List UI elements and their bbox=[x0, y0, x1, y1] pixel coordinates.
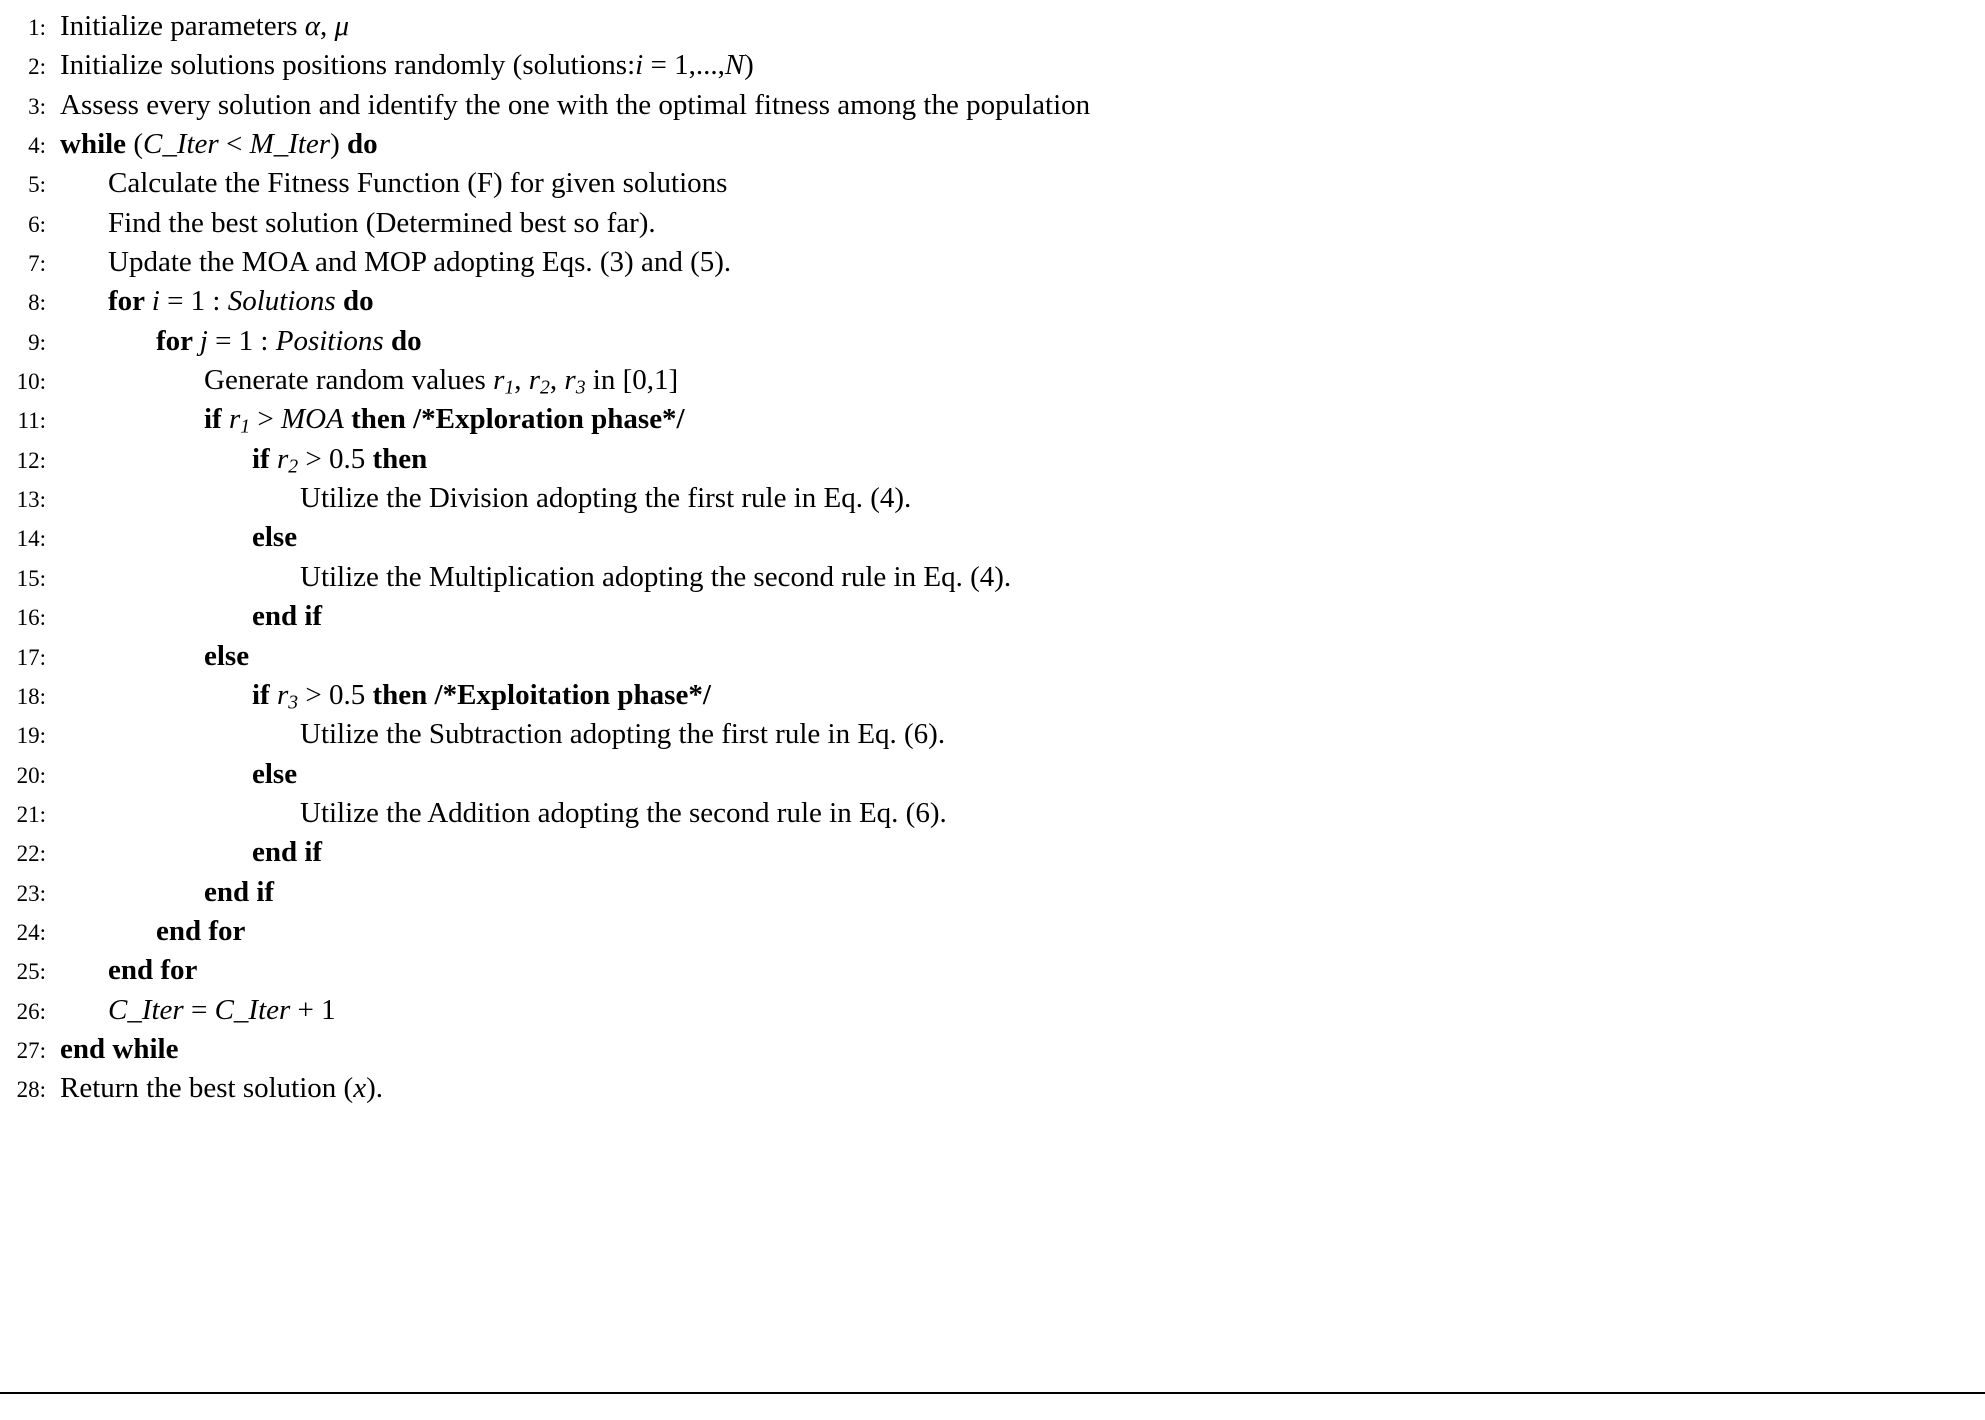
line-number: 4: bbox=[28, 133, 46, 159]
line-segment: r bbox=[564, 364, 576, 397]
line-segment: end if bbox=[252, 836, 323, 869]
line-segment: C_Iter bbox=[214, 993, 291, 1026]
algorithm-line bbox=[0, 400, 1985, 439]
line-number: 13: bbox=[16, 487, 46, 513]
line-segment: Initialize parameters bbox=[60, 10, 305, 42]
line-segment: = 1,..., bbox=[643, 49, 725, 82]
line-number: 11: bbox=[17, 408, 46, 434]
line-content bbox=[46, 518, 297, 557]
algorithm-line bbox=[0, 204, 1985, 243]
line-segment: > 0.5 bbox=[298, 678, 373, 711]
algorithm-line bbox=[0, 1069, 1985, 1108]
line-segment: x bbox=[353, 1072, 367, 1105]
line-segment: while bbox=[60, 128, 127, 161]
line-content bbox=[46, 873, 274, 912]
line-segment: r bbox=[276, 678, 289, 711]
line-number: 2: bbox=[28, 54, 46, 80]
algorithm-line bbox=[0, 597, 1985, 636]
line-content bbox=[46, 1030, 178, 1069]
line-segment: do bbox=[347, 128, 378, 161]
line-number: 19: bbox=[16, 723, 46, 749]
line-number: 27: bbox=[16, 1037, 46, 1063]
line-number: 18: bbox=[16, 683, 46, 709]
line-segment: end for bbox=[156, 914, 246, 947]
line-content bbox=[46, 204, 656, 243]
line-segment bbox=[384, 325, 391, 357]
line-number: 25: bbox=[16, 959, 46, 985]
line-number: 9: bbox=[28, 329, 46, 355]
line-segment: do bbox=[342, 285, 374, 318]
line-content bbox=[46, 637, 249, 676]
line-number: 12: bbox=[16, 447, 46, 473]
line-segment bbox=[336, 285, 343, 317]
line-segment: > bbox=[250, 403, 281, 436]
line-segment: ). bbox=[366, 1072, 383, 1105]
line-number: 16: bbox=[16, 605, 46, 631]
algorithm-line bbox=[0, 7, 1985, 46]
line-segment: for bbox=[108, 285, 152, 318]
line-number: 20: bbox=[16, 762, 46, 788]
line-segment: Utilize the Subtraction adopting the first rule in Eq. (6). bbox=[300, 718, 946, 751]
algorithm-line bbox=[0, 243, 1985, 282]
line-content bbox=[46, 597, 322, 636]
line-segment: if bbox=[252, 678, 277, 711]
line-segment: else bbox=[204, 639, 250, 672]
line-segment: MOA bbox=[280, 403, 344, 436]
line-number: 17: bbox=[16, 644, 46, 670]
line-segment: Utilize the Division adopting the first rule in Eq. (4). bbox=[300, 482, 912, 515]
line-content bbox=[46, 833, 322, 872]
line-number: 8: bbox=[28, 290, 46, 316]
algorithm-line bbox=[0, 833, 1985, 872]
line-number: 5: bbox=[28, 172, 46, 198]
line-number: 28: bbox=[16, 1077, 46, 1103]
line-segment: 1 bbox=[504, 376, 515, 399]
line-content bbox=[46, 1069, 383, 1108]
line-segment: j bbox=[199, 324, 208, 357]
line-segment: α bbox=[304, 10, 320, 42]
algorithm-line bbox=[0, 912, 1985, 951]
line-segment: , bbox=[549, 364, 565, 397]
line-content bbox=[46, 125, 378, 164]
line-segment: = 1 : bbox=[159, 285, 228, 318]
line-segment: i bbox=[151, 285, 160, 318]
line-content bbox=[46, 755, 297, 794]
line-content bbox=[46, 479, 911, 518]
line-content bbox=[46, 164, 727, 203]
line-segment: r bbox=[228, 403, 241, 436]
line-segment bbox=[344, 403, 351, 435]
line-segment: , bbox=[514, 364, 529, 397]
line-content bbox=[46, 912, 245, 951]
line-segment: end if bbox=[252, 600, 323, 633]
line-content bbox=[46, 794, 947, 833]
line-number: 6: bbox=[28, 211, 46, 237]
line-segment: < bbox=[218, 128, 250, 161]
line-content bbox=[46, 951, 197, 990]
line-segment: end while bbox=[60, 1032, 179, 1065]
algorithm-line bbox=[0, 873, 1985, 912]
algorithm-line bbox=[0, 637, 1985, 676]
line-number: 10: bbox=[16, 369, 46, 395]
algorithm-line bbox=[0, 282, 1985, 321]
line-number: 14: bbox=[16, 526, 46, 552]
line-number: 15: bbox=[16, 565, 46, 591]
line-segment: do bbox=[390, 324, 422, 357]
line-segment: C_Iter bbox=[142, 128, 219, 161]
line-segment: end if bbox=[204, 875, 275, 908]
algorithm-line bbox=[0, 164, 1985, 203]
line-segment: r bbox=[276, 442, 289, 475]
algorithm-line bbox=[0, 676, 1985, 715]
line-segment: else bbox=[252, 521, 298, 554]
line-segment: > 0.5 bbox=[298, 442, 373, 475]
line-segment: N bbox=[724, 49, 745, 82]
line-content bbox=[46, 558, 1011, 597]
line-segment: C_Iter bbox=[108, 993, 184, 1026]
bottom-rule bbox=[0, 1392, 1985, 1394]
line-content bbox=[46, 715, 945, 754]
line-segment: Assess every solution and identify the one with the optimal fitness among the population bbox=[60, 88, 1091, 121]
algorithm-line bbox=[0, 755, 1985, 794]
line-segment: Utilize the Addition adopting the second rule in Eq. (6). bbox=[300, 796, 947, 829]
line-number: 1: bbox=[28, 15, 46, 40]
line-content bbox=[46, 243, 731, 282]
algorithm-line bbox=[0, 794, 1985, 833]
line-number: 21: bbox=[16, 801, 46, 827]
algorithm-line bbox=[0, 125, 1985, 164]
line-segment: Utilize the Multiplication adopting the second rule in Eq. (4). bbox=[300, 560, 1012, 593]
algorithm-line bbox=[0, 86, 1985, 125]
line-segment: i bbox=[635, 49, 644, 82]
algorithm-line bbox=[0, 715, 1985, 754]
line-segment: then /*Exploitation phase*/ bbox=[372, 678, 711, 711]
line-content bbox=[46, 991, 336, 1030]
line-segment: for bbox=[156, 324, 200, 357]
line-segment: μ bbox=[334, 10, 350, 42]
line-segment: if bbox=[252, 442, 277, 475]
line-number: 3: bbox=[28, 93, 46, 119]
line-segment: if bbox=[204, 403, 229, 436]
line-content bbox=[46, 282, 374, 321]
line-segment: M_Iter bbox=[249, 128, 331, 161]
line-number: 22: bbox=[16, 841, 46, 867]
algorithm-line bbox=[0, 1030, 1985, 1069]
line-segment: = 1 : bbox=[207, 324, 276, 357]
line-segment: else bbox=[252, 757, 298, 790]
line-segment: 3 bbox=[288, 691, 299, 714]
line-segment: r bbox=[528, 364, 541, 397]
line-segment: in [0,1] bbox=[585, 364, 679, 397]
algorithm-line bbox=[0, 558, 1985, 597]
line-segment: 2 bbox=[540, 376, 550, 399]
line-segment: Update the MOA and MOP adopting Eqs. (3) and (5). bbox=[108, 246, 732, 279]
line-number: 23: bbox=[16, 880, 46, 906]
line-content bbox=[46, 46, 754, 85]
line-segment: Initialize solutions positions randomly (solutions: bbox=[60, 49, 636, 82]
line-segment: = bbox=[183, 993, 215, 1026]
line-segment: end for bbox=[108, 954, 198, 987]
line-segment: , bbox=[320, 10, 335, 42]
algorithm-line bbox=[0, 479, 1985, 518]
line-segment: ) bbox=[744, 49, 754, 82]
line-number: 7: bbox=[28, 251, 46, 277]
algorithm-line bbox=[0, 951, 1985, 990]
line-segment: then /*Exploration phase*/ bbox=[351, 403, 685, 436]
line-number: 26: bbox=[16, 998, 46, 1024]
line-segment: Calculate the Fitness Function (F) for given solutions bbox=[108, 167, 728, 200]
algorithm-line bbox=[0, 518, 1985, 557]
line-segment: ) bbox=[330, 128, 348, 161]
line-number: 24: bbox=[16, 919, 46, 945]
line-segment: Find the best solution (Determined best so far). bbox=[108, 206, 656, 239]
line-content bbox=[46, 322, 422, 361]
algorithm-line bbox=[0, 322, 1985, 361]
line-segment: then bbox=[372, 442, 428, 475]
line-segment: r bbox=[493, 364, 505, 397]
algorithm-line bbox=[0, 361, 1985, 400]
algorithm-listing bbox=[0, 7, 1985, 1109]
line-segment: Return the best solution ( bbox=[60, 1072, 354, 1105]
line-content bbox=[46, 86, 1090, 125]
algorithm-line bbox=[0, 46, 1985, 85]
line-segment: 2 bbox=[288, 455, 299, 478]
line-segment: ( bbox=[126, 128, 143, 161]
line-segment: 3 bbox=[575, 376, 586, 399]
line-segment: Positions bbox=[275, 324, 384, 357]
algorithm-line bbox=[0, 440, 1985, 479]
algorithm-line bbox=[0, 991, 1985, 1030]
line-segment: Generate random values bbox=[204, 364, 494, 397]
line-segment: Solutions bbox=[227, 285, 336, 318]
line-segment: 1 bbox=[240, 415, 251, 438]
line-content bbox=[46, 7, 349, 46]
line-segment: + 1 bbox=[290, 993, 336, 1026]
